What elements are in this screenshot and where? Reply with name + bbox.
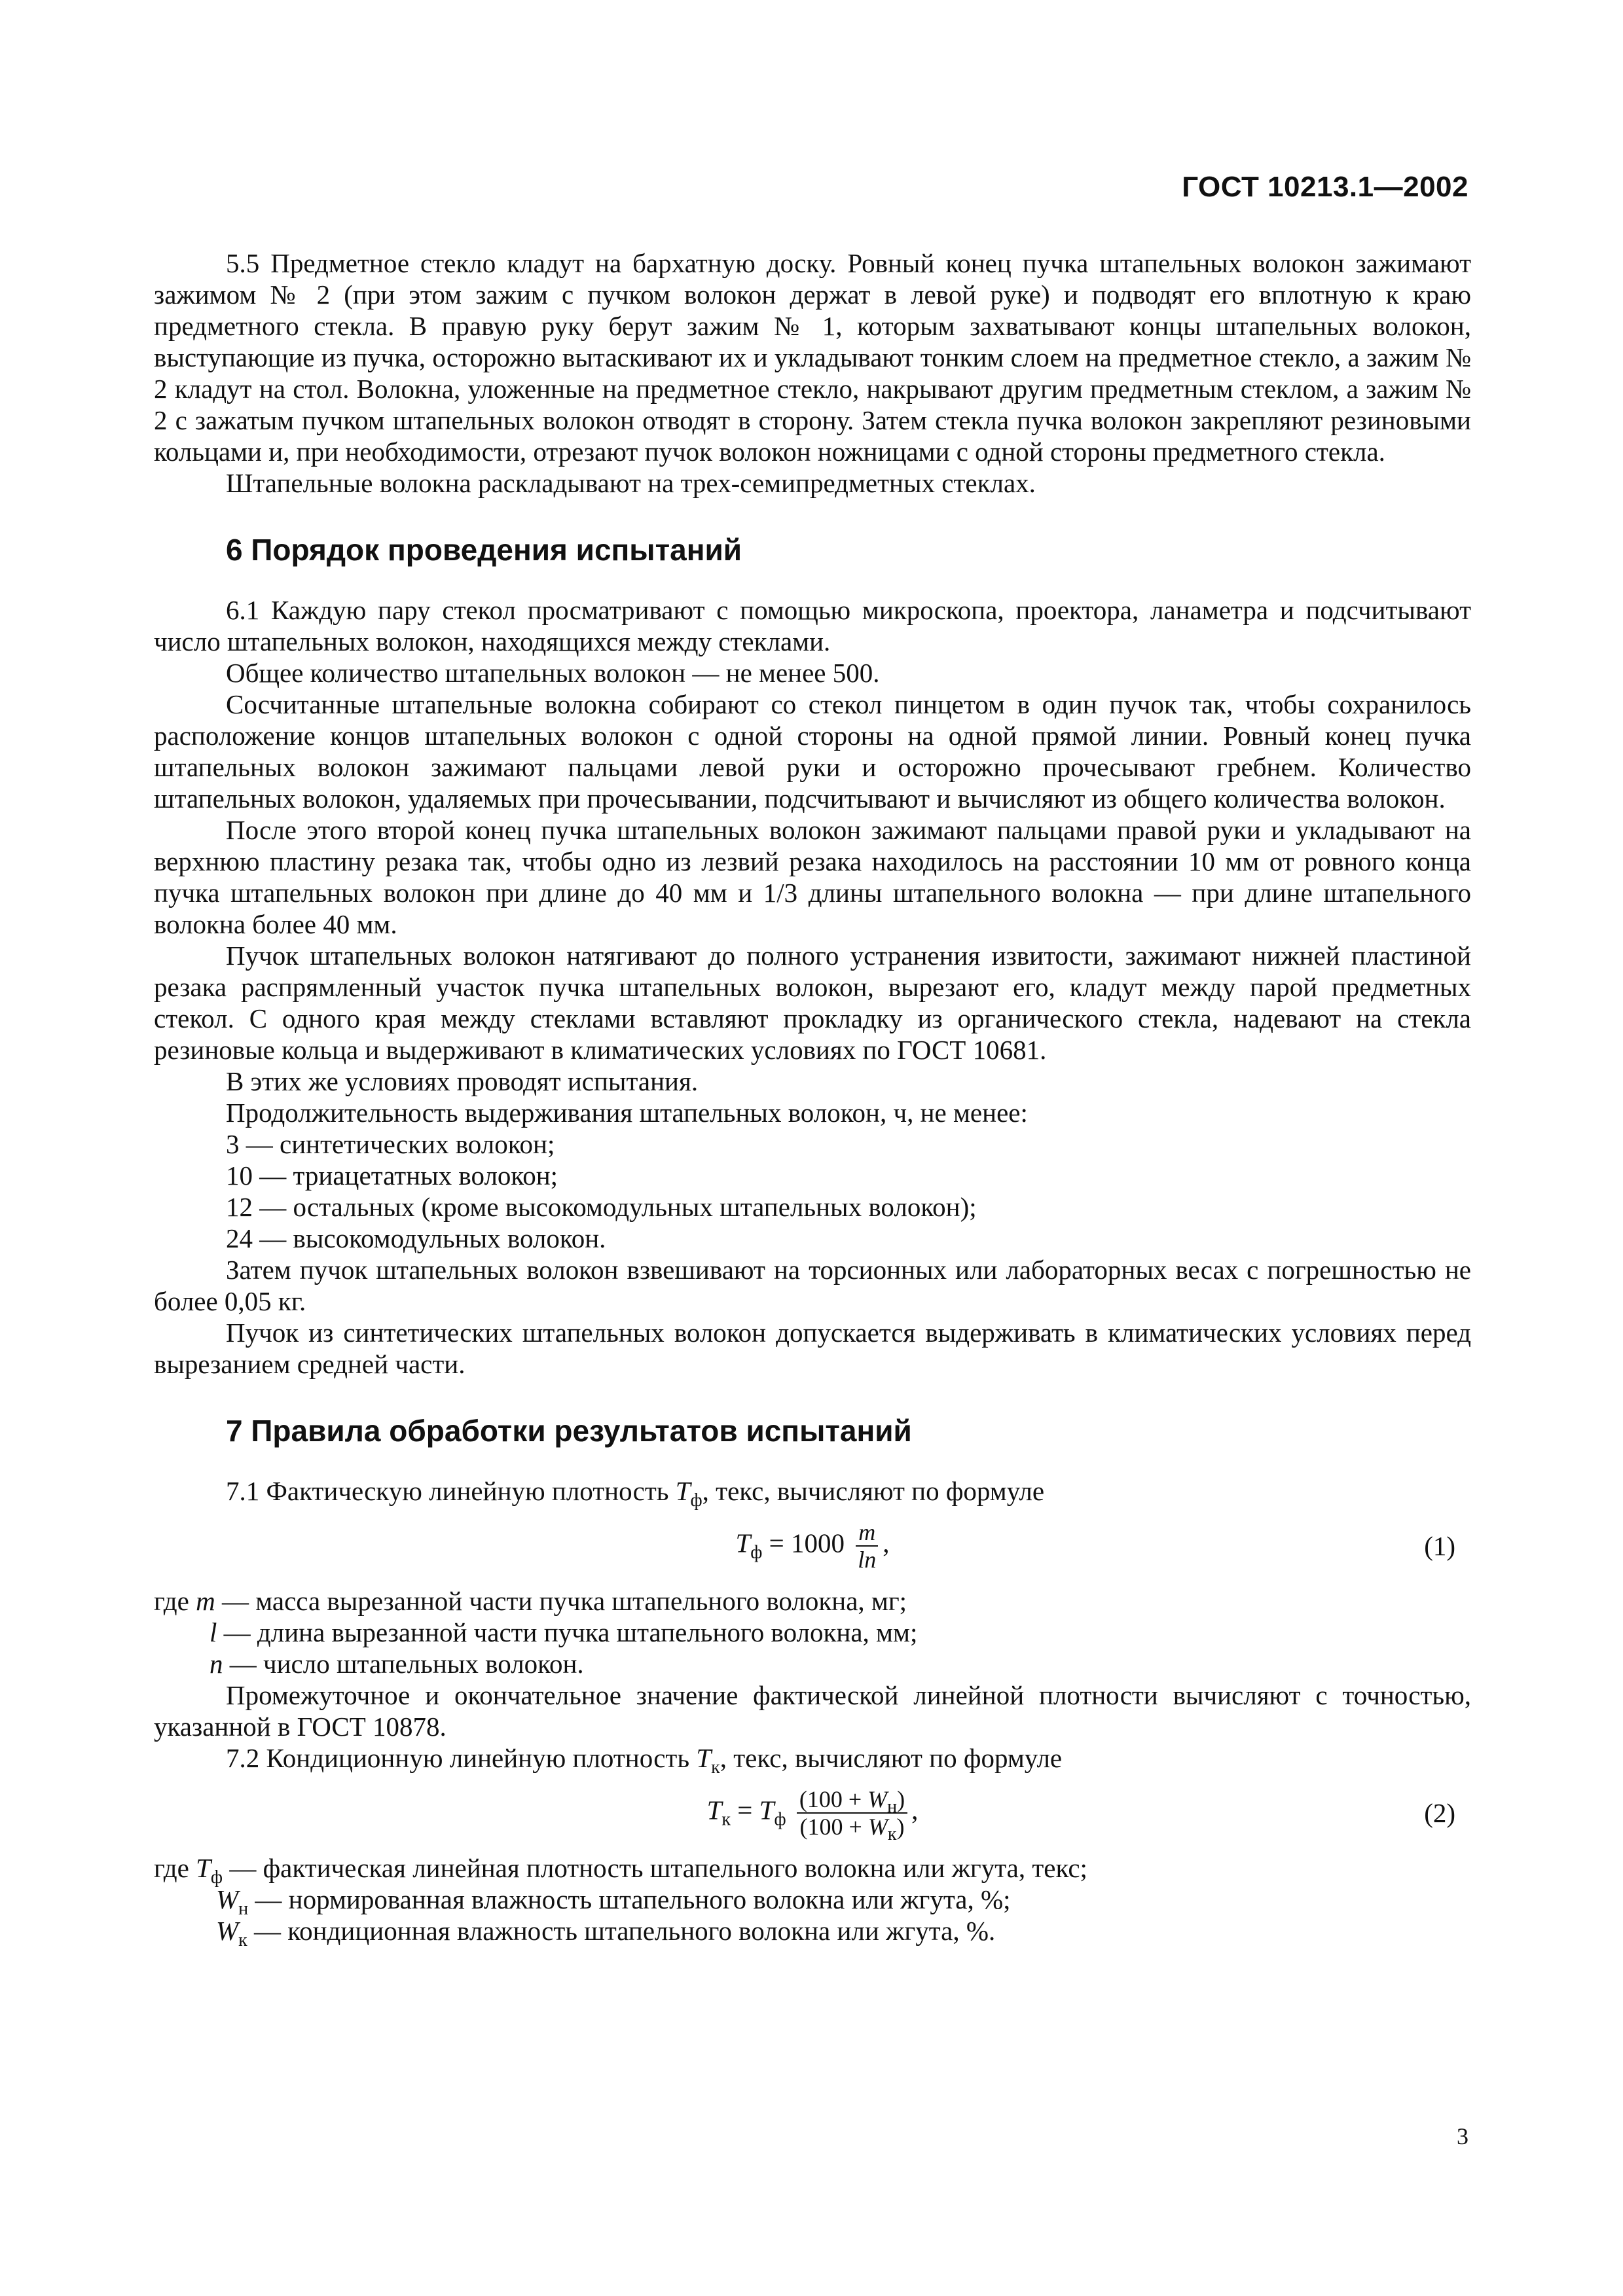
definition (154, 1852, 1471, 1888)
definition-symbol: n (210, 1649, 223, 1679)
formula-fraction (855, 1519, 879, 1573)
definition (154, 1585, 1471, 1617)
definition-symbol: W (216, 1884, 239, 1914)
fraction-numerator (797, 1786, 907, 1818)
formula-text: , (911, 1795, 919, 1825)
paragraph-7-2 (154, 1742, 1471, 1778)
symbol-subscript: к (711, 1757, 720, 1778)
symbol-subscript: ф (690, 1490, 702, 1511)
fraction-one-third: 1/3 (763, 878, 798, 908)
definition-text: — нормированная влажность штапельного волокна или жгута, %; (248, 1884, 1011, 1914)
denominator-symbol: W (867, 1814, 888, 1840)
symbol: T (675, 1476, 691, 1506)
formula-expression (735, 1519, 889, 1573)
paragraph-text: , текс, вычисляют по формуле (720, 1743, 1063, 1773)
definition-prefix: где (154, 1853, 196, 1883)
list-item: 24 — высокомодульных волокон. (226, 1223, 606, 1253)
definition-text: — число штапельных волокон. (223, 1649, 584, 1679)
formula-subscript: к (721, 1809, 731, 1830)
paragraph: Затем пучок штапельных волокон взвешивают на торсионных или лабораторных весах с погрешностью не более 0,05 кг. (154, 1255, 1471, 1316)
formula-expression (706, 1786, 919, 1845)
denominator-text: (100 + (799, 1814, 868, 1840)
paragraph-5-5: 5.5 Предметное стекло кладут на бархатную доску. Ровный конец пучка штапельных волокон зажимают зажимом № 2 (при этом зажим с пучком волокон держат в левой руке) и подводят его вплотную к краю предметного стекла. В правую руку берут зажим № 1, которым захватывают концы штапельных волокон, выступающие из пучка, осторожно вытаскивают их и укладывают тонким слоем на предметное стекло, а зажим № 2 кладут на стол. Волокна, уложенные на предметное стекло, накрывают другим предметным стеклом, а зажим № 2 с зажатым пучком штапельных волокон отводят в сторону. Затем стекла пучка волокон закрепляют резиновыми кольцами и, при необходимости, отрезают пучок волокон ножницами с одной стороны предметного стекла. (154, 248, 1471, 467)
document-body (154, 247, 1471, 1951)
formula-text: , (883, 1528, 890, 1558)
paragraph: Пучок штапельных волокон натягивают до полного устранения извитости, зажимают нижней пластиной резака распрямленный участок пучка штапельных волокон, вырезают его, кладут между парой предметных стекол. С одного края между стеклами вставляют прокладку из органического стекла, надевают на стекла резиновые кольца и выдерживают в климатических условиях по ГОСТ 10681. (154, 941, 1471, 1065)
section-heading-6: 6 Порядок проведения испытаний (226, 533, 742, 567)
paragraph: Сосчитанные штапельные волокна собирают со стекол пинцетом в один пучок так, чтобы сохранилось расположение концов штапельных волокон с одной стороны на одной прямой линии. Ровный конец пучка штапельных волокон зажимают пальцами левой руки и осторожно прочесывают гребнем. Количество штапельных волокон, удаляемых при прочесывании, подсчитывают и вычисляют из общего количества волокон. (154, 689, 1471, 814)
denominator-subscript: к (887, 1824, 897, 1845)
definition (154, 1648, 1471, 1679)
fraction-denominator (797, 1814, 907, 1845)
formula-text: = 1000 (762, 1528, 845, 1558)
paragraph-7-1 (154, 1475, 1471, 1511)
list-item: 3 — синтетических волокон; (226, 1129, 555, 1159)
paragraph: Продолжительность выдерживания штапельных волокон, ч, не менее: (226, 1098, 1028, 1128)
symbol: T (696, 1743, 712, 1773)
list-item: 12 — остальных (кроме высокомодульных штапельных волокон); (226, 1192, 977, 1222)
formula-symbol: T (759, 1795, 775, 1825)
page-number: 3 (1457, 2123, 1468, 2149)
paragraph-6-1: 6.1 Каждую пару стекол просматривают с помощью микроскопа, проектора, ланаметра и подсчитывают число штапельных волокон, находящихся между стеклами. (154, 595, 1471, 656)
definition (154, 1884, 1471, 1920)
definition-symbol: l (210, 1617, 217, 1647)
formula-subscript: ф (774, 1809, 786, 1830)
numerator-subscript: н (887, 1797, 898, 1818)
definition-subscript: к (238, 1930, 247, 1951)
standard-code: ГОСТ 10213.1—2002 (1182, 171, 1468, 203)
definition-symbol: m (196, 1586, 215, 1616)
definition-text: — фактическая линейная плотность штапельного волокна или жгута, текс; (223, 1853, 1087, 1883)
numerator-text: (100 + (799, 1786, 868, 1812)
definition-prefix: где (154, 1586, 196, 1616)
definition-text: — длина вырезанной части пучка штапельного волокна, мм; (217, 1617, 918, 1647)
paragraph-text: длины штапельного волокна — при длине штапельного волокна более 40 мм. (154, 878, 1471, 939)
paragraph-text: 7.2 Кондиционную линейную плотность (226, 1743, 697, 1773)
definition (154, 1617, 1471, 1648)
definition-text: — кондиционная влажность штапельного волокна или жгута, %. (247, 1916, 996, 1946)
list-item: 10 — триацетатных волокон; (226, 1160, 558, 1191)
definition-subscript: н (238, 1899, 249, 1920)
formula-1 (154, 1507, 1471, 1585)
formula-symbol: T (706, 1795, 722, 1825)
fraction-numerator: m (856, 1519, 878, 1547)
paragraph-text: После этого второй конец пучка штапельных волокон зажимают пальцами правой руки и укладывают на верхнюю пластину резака так, чтобы одно из лезвий резака находилось на расстоянии 10 мм от ровного конца пучка штапельных волокон при длине до 40 мм и (154, 815, 1471, 908)
section-heading-7: 7 Правила обработки результатов испытаний (226, 1414, 912, 1448)
paragraph-text: 7.1 Фактическую линейную плотность (226, 1476, 676, 1506)
formula-number: (2) (1424, 1798, 1455, 1828)
definition-text: — масса вырезанной части пучка штапельного волокна, мг; (215, 1586, 907, 1616)
formula-fraction (797, 1786, 907, 1845)
fraction-denominator: ln (858, 1547, 877, 1573)
paragraph: Общее количество штапельных волокон — не менее 500. (226, 658, 880, 688)
formula-text: = (731, 1795, 759, 1825)
paragraph (154, 814, 1471, 940)
paragraph: Промежуточное и окончательное значение фактической линейной плотности вычисляют с точностью, указанной в ГОСТ 10878. (154, 1680, 1471, 1742)
formula-subscript: ф (750, 1542, 763, 1563)
denominator-text: ) (896, 1814, 905, 1840)
formula-number: (1) (1424, 1531, 1455, 1561)
paragraph: В этих же условиях проводят испытания. (226, 1066, 699, 1096)
definition (154, 1915, 1471, 1951)
formula-symbol: T (735, 1528, 751, 1558)
formula-2 (154, 1774, 1471, 1852)
definition-symbol: W (216, 1916, 239, 1946)
numerator-text: ) (897, 1786, 905, 1812)
definition-subscript: ф (210, 1867, 223, 1888)
numerator-symbol: W (867, 1786, 888, 1812)
definition-symbol: T (196, 1853, 211, 1883)
paragraph: Штапельные волокна раскладывают на трех-семипредметных стеклах. (226, 468, 1036, 498)
paragraph-text: , текс, вычисляют по формуле (702, 1476, 1045, 1506)
paragraph: Пучок из синтетических штапельных волокон допускается выдерживать в климатических условиях перед вырезанием средней части. (154, 1318, 1471, 1379)
